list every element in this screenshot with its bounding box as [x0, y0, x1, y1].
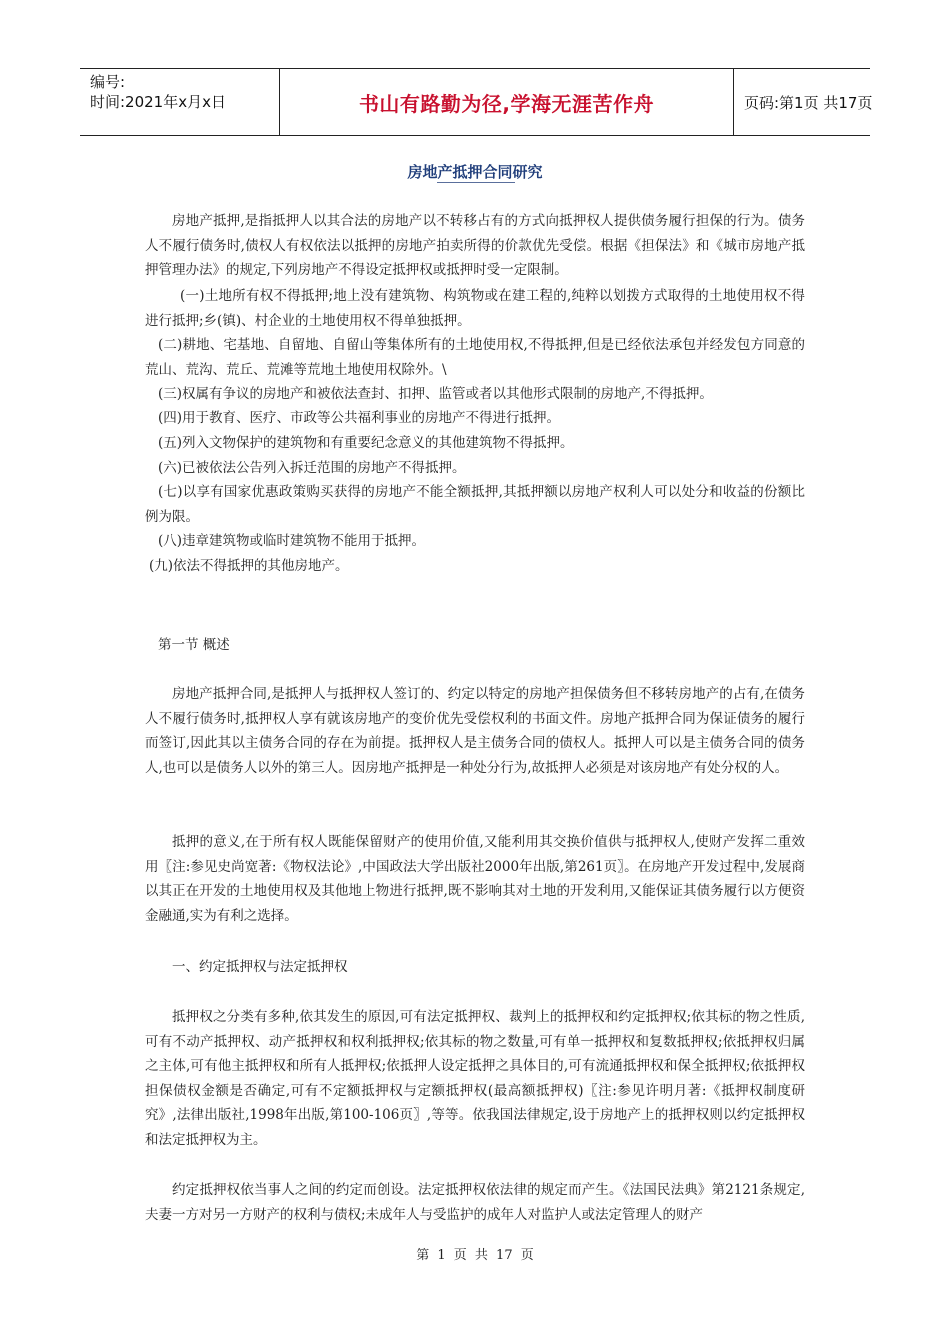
header-meta-cell	[80, 69, 280, 135]
list-item: (七)以享有国家优惠政策购买获得的房地产不能全额抵押,其抵押额以房地产权利人可以处分和收益的份额比例为限。	[145, 484, 805, 525]
sub-heading: 一、约定抵押权与法定抵押权	[172, 959, 348, 975]
header-page-cell	[734, 69, 873, 135]
document-number-label: 编号:	[90, 73, 126, 91]
list-item: (九)依法不得抵押的其他房地产。	[149, 558, 349, 574]
page-footer: 第 1 页 共 17 页	[416, 1248, 534, 1263]
list-item: (八)违章建筑物或临时建筑物不能用于抵押。	[158, 533, 426, 549]
list-item: (一)土地所有权不得抵押;地上没有建筑物、构筑物或在建工程的,纯粹以划拨方式取得的土地使用权不得进行抵押;乡(镇)、村企业的土地使用权不得单独抵押。	[145, 288, 805, 329]
body-paragraph: 约定抵押权依当事人之间的约定而创设。法定抵押权依法律的规定而产生。《法国民法典》第2121条规定,夫妻一方对另一方财产的权利与债权;未成年人与受监护的成年人对监护人或法定管理人的财产	[145, 1182, 805, 1223]
list-item: (二)耕地、宅基地、自留地、自留山等集体所有的土地使用权,不得抵押,但是已经依法承包并经发包方同意的荒山、荒沟、荒丘、荒滩等荒地土地使用权除外。\	[145, 337, 805, 378]
page-header	[80, 68, 873, 136]
list-item: (五)列入文物保护的建筑物和有重要纪念意义的其他建筑物不得抵押。	[158, 435, 574, 451]
body-paragraph: 抵押权之分类有多种,依其发生的原因,可有法定抵押权、裁判上的抵押权和约定抵押权;依其标的物之性质,可有不动产抵押权、动产抵押权和权利抵押权;依其标的物之数量,可有单一抵押权和复数抵押权;依抵押权归属之主体,可有他主抵押权和所有人抵押权;依抵押人设定抵押之具体目的,可有流通抵押权和保全抵押权;依抵押权担保债权金额是否确定,可有不定额抵押权与定额抵押权(最高额抵押权)〖注:参见许明月著:《抵押权制度研究》,法律出版社,1998年出版,第100-106页〗,等等。依我国法律规定,设于房地产上的抵押权则以约定抵押权和法定抵押权为主。	[145, 1009, 805, 1148]
section-heading: 第一节 概述	[158, 637, 230, 653]
title-underline	[437, 182, 515, 183]
body-paragraph: 房地产抵押合同,是抵押人与抵押权人签订的、约定以特定的房地产担保债务但不移转房地产的占有,在债务人不履行债务时,抵押权人享有就该房地产的变价优先受偿权利的书面文件。房地产抵押合同为保证债务的履行而签订,因此其以主债务合同的存在为前提。抵押权人是主债务合同的债权人。抵押人可以是主债务合同的债务人,也可以是债务人以外的第三人。因房地产抵押是一种处分行为,故抵押人必须是对该房地产有处分权的人。	[145, 686, 805, 776]
header-motto: 书山有路勤为径,学海无涯苦作舟	[358, 91, 655, 116]
list-item: (六)已被依法公告列入拆迁范围的房地产不得抵押。	[158, 460, 466, 476]
header-page-info: 页码:第1页 共17页	[744, 93, 873, 112]
list-item: (四)用于教育、医疗、市政等公共福利事业的房地产不得进行抵押。	[158, 410, 561, 426]
document-title: 房地产抵押合同研究	[407, 163, 543, 181]
document-date: 时间:2021年x月x日	[90, 93, 226, 111]
list-item: (三)权属有争议的房地产和被依法查封、扣押、监管或者以其他形式限制的房地产,不得抵押。	[158, 386, 713, 402]
body-paragraph: 抵押的意义,在于所有权人既能保留财产的使用价值,又能利用其交换价值供与抵押权人,使财产发挥二重效用〖注:参见史尚宽著:《物权法论》,中国政法大学出版社2000年出版,第261页〗。在房地产开发过程中,发展商以其正在开发的土地使用权及其他地上物进行抵押,既不影响其对土地的开发利用,又能保证其债务履行以方便资金融通,实为有利之选择。	[145, 834, 805, 924]
intro-paragraph: 房地产抵押,是指抵押人以其合法的房地产以不转移占有的方式向抵押权人提供债务履行担保的行为。债务人不履行债务时,债权人有权依法以抵押的房地产拍卖所得的价款优先受偿。根据《担保法》和《城市房地产抵押管理办法》的规定,下列房地产不得设定抵押权或抵押时受一定限制。	[145, 213, 805, 278]
header-motto-cell	[280, 69, 734, 135]
